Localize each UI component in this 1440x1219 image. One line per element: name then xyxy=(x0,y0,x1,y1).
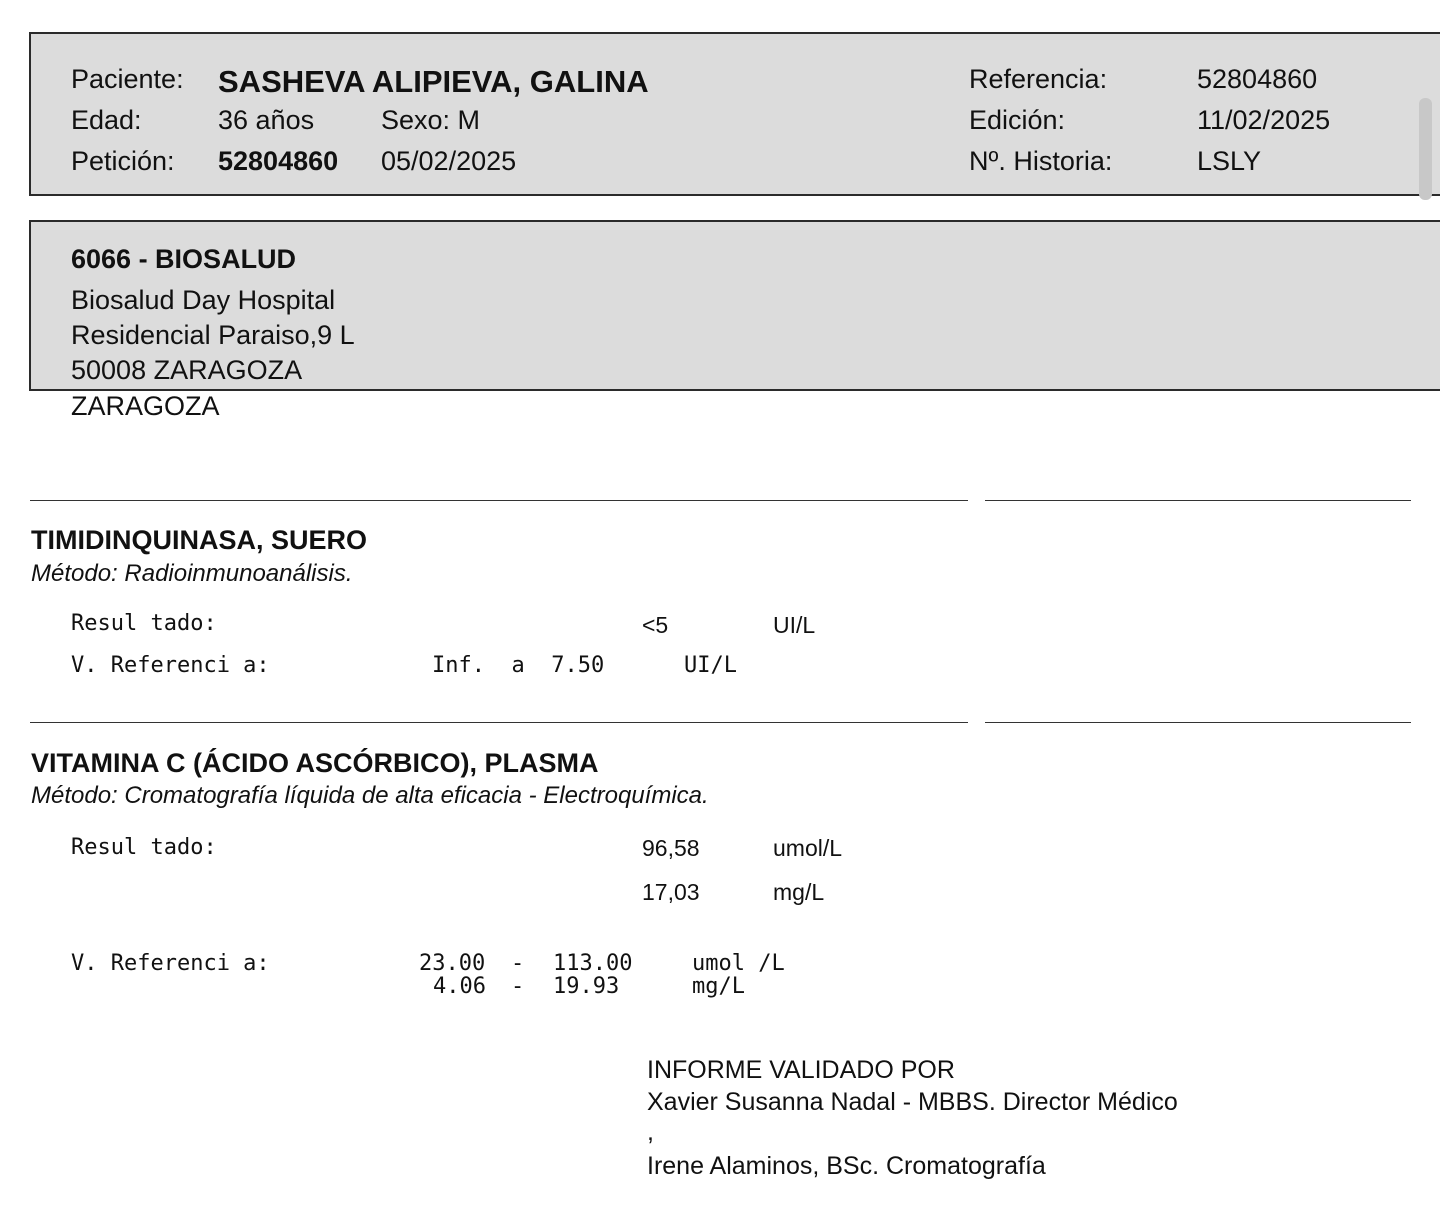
result-unit: mg/L xyxy=(773,879,825,905)
peticion-label: Petición: xyxy=(71,146,175,176)
peticion-date: 05/02/2025 xyxy=(381,146,517,176)
reference-unit: UI/L xyxy=(684,653,737,678)
edicion-value: 11/02/2025 xyxy=(1197,105,1331,135)
scrollbar-thumb[interactable] xyxy=(1419,98,1432,200)
result-unit: UI/L xyxy=(773,612,816,638)
historia-value: LSLY xyxy=(1197,146,1262,176)
test-method: Método: Radioinmunoanálisis. xyxy=(31,560,353,587)
result-unit: umol/L xyxy=(773,835,843,861)
validation-heading: INFORME VALIDADO POR xyxy=(647,1056,955,1084)
sexo-value: Sexo: M xyxy=(381,105,481,135)
reference-high: 113.00 xyxy=(553,951,633,976)
test-title: VITAMINA C (ÁCIDO ASCÓRBICO), PLASMA xyxy=(31,748,599,778)
edad-value: 36 años xyxy=(218,105,315,135)
reference-high: 19.93 xyxy=(553,974,620,999)
referencia-label: Referencia: xyxy=(969,64,1108,94)
reference-dash: - xyxy=(511,974,525,999)
separator-line xyxy=(985,722,1411,723)
referencia-value: 52804860 xyxy=(1197,64,1318,94)
result-value: 17,03 xyxy=(642,879,700,905)
edicion-label: Edición: xyxy=(969,105,1066,135)
paciente-label: Paciente: xyxy=(71,64,184,94)
reference-low: 4.06 xyxy=(433,974,486,999)
reference-low: 23.00 xyxy=(419,951,486,976)
center-name: Biosalud Day Hospital xyxy=(71,285,336,315)
reference-label: V. Referenci a: xyxy=(71,653,270,678)
logo xyxy=(70,0,410,6)
peticion-number: 52804860 xyxy=(218,146,339,176)
center-postcode-city: 50008 ZARAGOZA xyxy=(71,355,303,385)
reference-label: V. Referenci a: xyxy=(71,951,270,976)
patient-name: SASHEVA ALIPIEVA, GALINA xyxy=(218,64,649,99)
validator-separator: , xyxy=(647,1118,654,1146)
separator-line xyxy=(30,722,968,723)
test-method: Método: Cromatografía líquida de alta eficacia - Electroquímica. xyxy=(31,782,709,809)
reference-unit: umol /L xyxy=(692,951,785,976)
validator-name: Irene Alaminos, BSc. Cromatografía xyxy=(647,1152,1046,1180)
center-province: ZARAGOZA xyxy=(71,391,220,421)
center-address: Residencial Paraiso,9 L xyxy=(71,320,355,350)
center-code: 6066 - BIOSALUD xyxy=(71,244,297,274)
reference-unit: mg/L xyxy=(692,974,745,999)
validator-name: Xavier Susanna Nadal - MBBS. Director Médico xyxy=(647,1088,1178,1116)
edad-label: Edad: xyxy=(71,105,142,135)
result-value: <5 xyxy=(642,612,669,638)
reference-range: Inf. a 7.50 xyxy=(432,653,605,678)
separator-line xyxy=(30,500,968,501)
reference-dash: - xyxy=(511,951,525,976)
result-label: Resul tado: xyxy=(71,835,217,860)
result-value: 96,58 xyxy=(642,835,700,861)
separator-line xyxy=(985,500,1411,501)
test-title: TIMIDINQUINASA, SUERO xyxy=(31,525,368,555)
historia-label: Nº. Historia: xyxy=(969,146,1113,176)
result-label: Resul tado: xyxy=(71,611,217,636)
